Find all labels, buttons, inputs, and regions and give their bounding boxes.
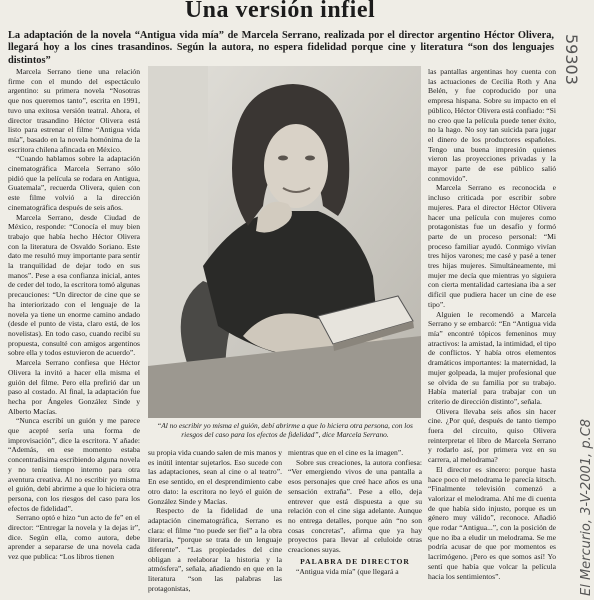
author-photo [148, 66, 421, 418]
paragraph: “Antigua vida mía” (que llegará a [296, 567, 399, 577]
section-subhead: PALABRA DE DIRECTOR [300, 556, 410, 566]
photo-caption: “Al no escribir yo misma el guión, debí abrirme a que lo hiciera otra persona, con los riesgos del caso para los efectos de fidelidad”, dice Marcela Serrano. [157, 421, 413, 440]
headline: Una versión infiel [184, 0, 376, 23]
article-column-4 [428, 67, 556, 600]
archive-number: 59303 [562, 34, 581, 85]
paragraph: Sobre sus creaciones, la autora confiesa: “Ver emergiendo vivos de una pantalla a esos personajes que creé hace años es una sensación extraña”. Pese a ello, deja entrever que está dispuesta a que su relación con el cine siga adelante. Aunque no entrega detalles, porque aún “no son cosas concretas”, afirma que ya hay proyectos para llevar al celuloide otras creaciones suyas. [288, 457, 422, 555]
paragraph: Marcela Serrano tiene una relación firme con el mundo del espectáculo argentino: su primera novela “Nosotras que nos queremos tanto”, escrita en 1991, tuvo una exitosa versión teatral. Ahora, el director trasandino Héctor Olivera está listo para estrenar el filme “Antigua vida mía”, basado en la novela homónima de la escritora chilena afincada en México. [8, 67, 140, 154]
paragraph: Serrano optó e hizo “un acto de fe” en el director: “Entregar la novela y la dejas ir”, dice. Según ella, como autora, debe aprender a separarse de una novela cada vez que publica: “Los libros tienen [8, 513, 140, 562]
paragraph: Olivera llevaba seis años sin hacer cine. ¿Por qué, después de tanto tiempo fuera del circuito, quiso Olivera reinterpretar el libro de Marcela Serrano y rodarlo así, por primera vez en su carrera, al melodrama? [428, 406, 556, 465]
paragraph: Marcela Serrano confiesa que Héctor Olivera la invitó a hacer ella misma el guión del filme. Pero ella prefirió dar un paso al costado. Al final, la adaptación fue hecha por Ángeles González Sinde y Alberto Macías. [8, 358, 140, 416]
article-column-2 [148, 448, 282, 600]
handwritten-source-date: El Mercurio, 3-V-2001, p.C8 [579, 418, 594, 596]
article-column-3 [288, 448, 422, 600]
archive-margin-note [561, 20, 594, 596]
paragraph: El director es sincero: porque hasta hace poco el melodrama le parecía kitsch. “Finalmente televisión comenzó a valorizar el melodrama. Ahí me di cuenta de que había sido injusto, porque es un género muy válido”, reconoce. Añadió que rodar “Antigua...”, con la posición de que no iba a eludir un melodrama. Se me podría acusar de que por momentos es lacrimógeno. ¡Pero es que somos así! Yo sentí que había que volcar la película hacia los sentimientos”. [428, 464, 556, 581]
paragraph: mientras que en el cine es la imagen”. [288, 448, 404, 457]
paragraph: las pantallas argentinas hoy cuenta con las actuaciones de Cecilia Roth y Ana Belén, y fue coproducido por una empresa hispana. Sobre su impacto en el público, Héctor Olivera está confiado: “Si no creo que la película puede tener éxito, no la hago. No soy tan suicida para jugar el dinero de los productores españoles. Tengo una buena impresión quienes vieron las proyecciones privadas y la mayor parte de ese público salió conmovido”. [428, 67, 556, 183]
paragraph: Marcela Serrano, desde Ciudad de México, responde: “Conocía el muy bien trabajo que había hecho Héctor Olivera con la literatura de Osvaldo Soriano. Este dato me resultó muy importante para sentir la tranquilidad de dejar todo en sus manos”. Pese a esa confianza inicial, antes de ceder del todo, la escritora tomó algunas precauciones: “Un director de cine que se ha interiorizado con el lenguaje de la novela ya tiene un enorme camino andado (desde el punto de vista, claro está, de los novelistas). En todo caso, cuando recibí su propuesta, consulté con amigos argentinos sobre ella y todos estuvieron de acuerdo”. [8, 212, 140, 358]
paragraph: Respecto de la fidelidad de una adaptación cinematográfica, Serrano es clara: el filme “no puede ser fiel” a la obra literaria, “porque se trata de un lenguaje diferente”. “Las propiedades del cine obligan a reelaborar la historia y la atmósfera”, señala, añadiendo en que en la literatura “son las palabras las protagonistas, [148, 506, 282, 593]
author-photo-image [148, 66, 421, 418]
article-column-1 [8, 67, 140, 599]
paragraph: su propia vida cuando salen de mis manos y es inútil intentar sujetarlos. Eso sucede con las adaptaciones, sean al cine o al teatro”. En ese sentido, en el desprendimiento cabe otro dato: la escritora no leyó el guión de González Sinde y Macías. [148, 448, 282, 506]
paragraph: Marcela Serrano es reconocida e incluso criticada por escribir sobre mujeres. Para el director Héctor Olivera hacer una película con mujeres como protagonistas fue un desafío y formó parte de un proceso personal: “Mi proceso familiar ayudó. Conmigo vivían tres hijos varones; me casé y pasé a tener tres hijas mujeres. Simultáneamente, mi mujer me decía que mientras yo siguiera con cierta mentalidad cartesiana iba a ser difícil que pudiera hacer un cine de ese tipo”. [428, 183, 556, 309]
paragraph: “Nunca escribí un guión y me parece que acepté sería una forma de improvisación”, dice la escritora. Y añade: “Además, en ese momento estaba concentradísima escribiendo alguna novela y no tenía tiempo interno para otra aventura creativa. Al no escribir yo misma el guión, debí abrirme a que lo hiciera otra persona, con los riesgos del caso para los efectos de fidelidad”. [8, 416, 140, 513]
article-deck: La adaptación de la novela “Antigua vida mía” de Marcela Serrano, realizada por el director argentino Héctor Olivera, llegará hoy a los cines trasandinos. Según la autora, no espera fidelidad porque cine y literatura “son dos lenguajes distintos” [8, 30, 554, 66]
paragraph: “Cuando hablamos sobre la adaptación cinematográfica Marcela Serrano sólo pidió que la película se rodara en Antigua, Guatemala”, recuerda Olivera, quien con este filme volvió a la dirección cinematográfica después de seis años. [8, 154, 140, 212]
paragraph: Alguien le recomendó a Marcela Serrano y se embarcó: “En “Antigua vida mía” encontré tópicos femeninos muy atractivos: la amistad, la intimidad, el tipo de conflictos. Y había otros elementos dramáticos importantes: la maternidad, la mujer golpeada, la mujer profesional que se olvida de su familia por su trabajo. Había material para trabajar con un criterio de dirección distinto”, señala. [428, 309, 556, 406]
